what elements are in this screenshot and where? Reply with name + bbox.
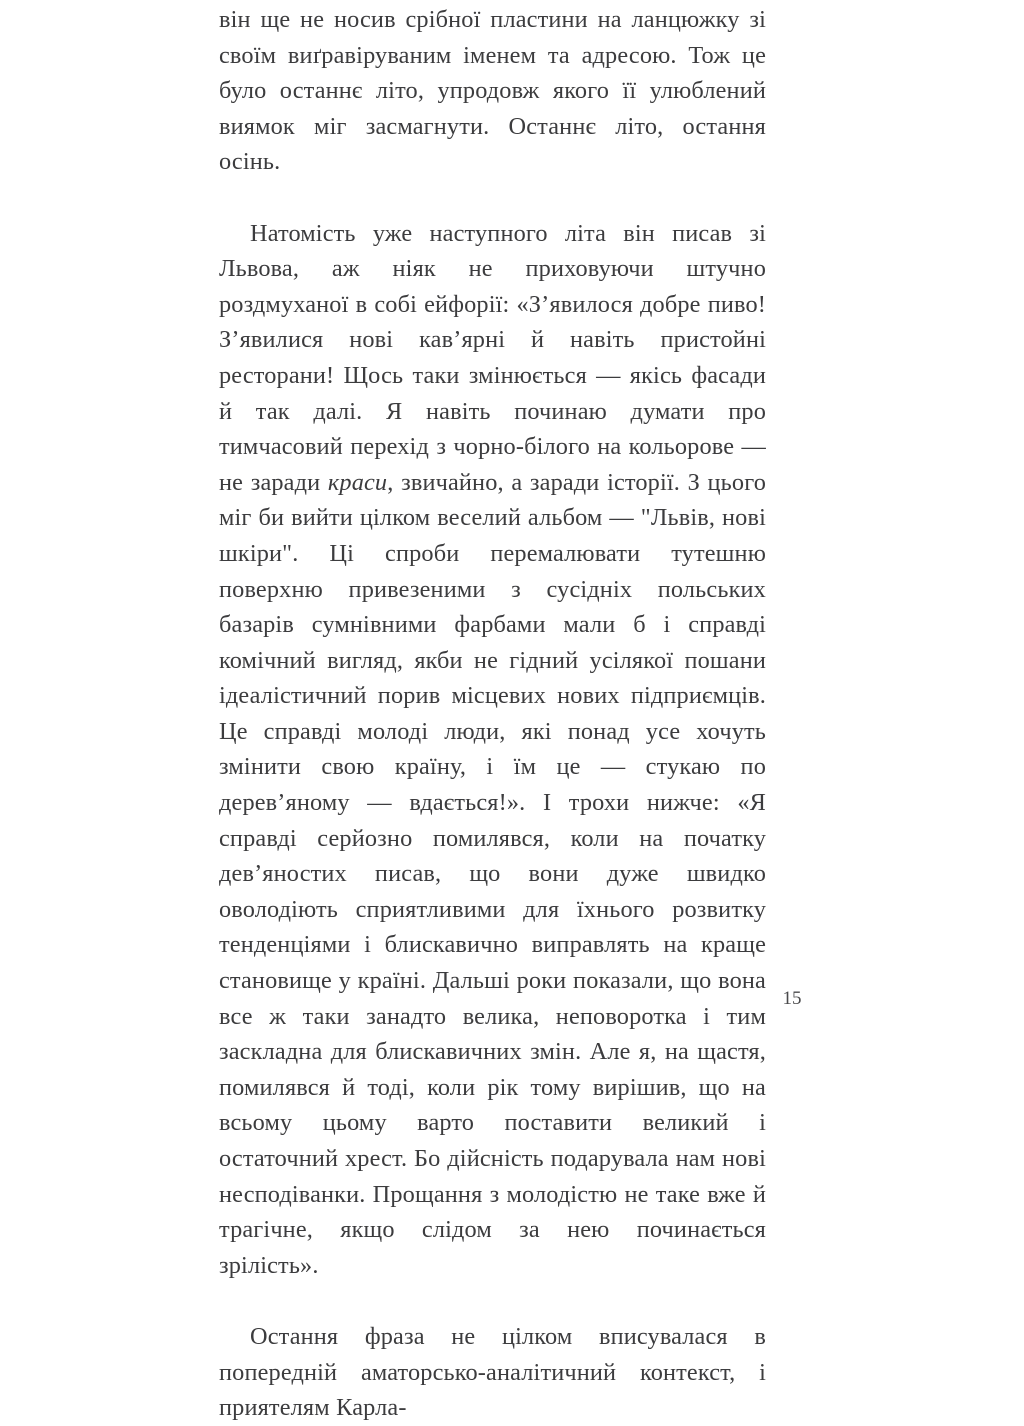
- page-number: 15: [782, 988, 802, 1009]
- page-footer: [0, 988, 1024, 1010]
- paragraph-1: він ще не носив срібної пластини на ланцюжку зі своїм виґравіруваним іменем та адресою. Тож це було останнє літо, упродовж якого її улюблений виямок міг засмагнути. Останнє літо, остання осінь.: [219, 6, 766, 176]
- emphasized-word-krasy: краси: [327, 468, 388, 496]
- paragraph-2-segment-3: , звичайно, а заради історії. З цього міг би вийти цілком веселий альбом — "Львів, нові шкіри". Ці спроби перемалювати тутешню поверхню привезеними з сусідніх польських базарів сумнівними фарбами мали б і справді комічний вигляд, якби не гідний усілякої пошани ідеалістичний порив місцевих нових підприємців. Це справді молоді люди, які понад усе хочуть змінити свою країну, і їм це — стукаю по дерев’яному — вдається!». І трохи нижче: «Я справді серйозно помилявся, коли на початку дев’яностих писав, що вони дуже швидко оволодіють сприятливими для їхнього розвитку тенденціями і блискавично виправлять на краще становище у країні. Дальші роки показали, що вона все ж таки занадто велика, неповоротка і тим заскладна для блискавичних змін. Але я, на щастя, помилявся й тоді, коли рік тому вирішив, що на всьому цьому варто поставити великий і остаточний хрест. Бо дійсність подарувала нам нові несподіванки. Прощання з молодістю не таке вже й трагічне, якщо слідом за нею починається зрілість».: [219, 468, 767, 1279]
- paragraph-2: [219, 216, 766, 1319]
- paragraph-3: Остання фраза не цілком вписувалася в попередній аматорсько-аналітичний контекст, і приятелям Карла-: [219, 1322, 766, 1422]
- paragraph-2-segment-1: Натомість уже наступного літа він писав зі Львова, аж ніяк не приховуючи штучно роздмуханої в собі ейфорії: «З’явилося добре пиво! З’явилися нові кав’ярні й навіть пристойні ресторани! Щось таки змінюється — якісь фасади й так далі. Я навіть починаю думати про тимчасовий перехід з чорно-білого на кольорове — не заради: [219, 219, 766, 496]
- page-text-column: [219, 2, 766, 1426]
